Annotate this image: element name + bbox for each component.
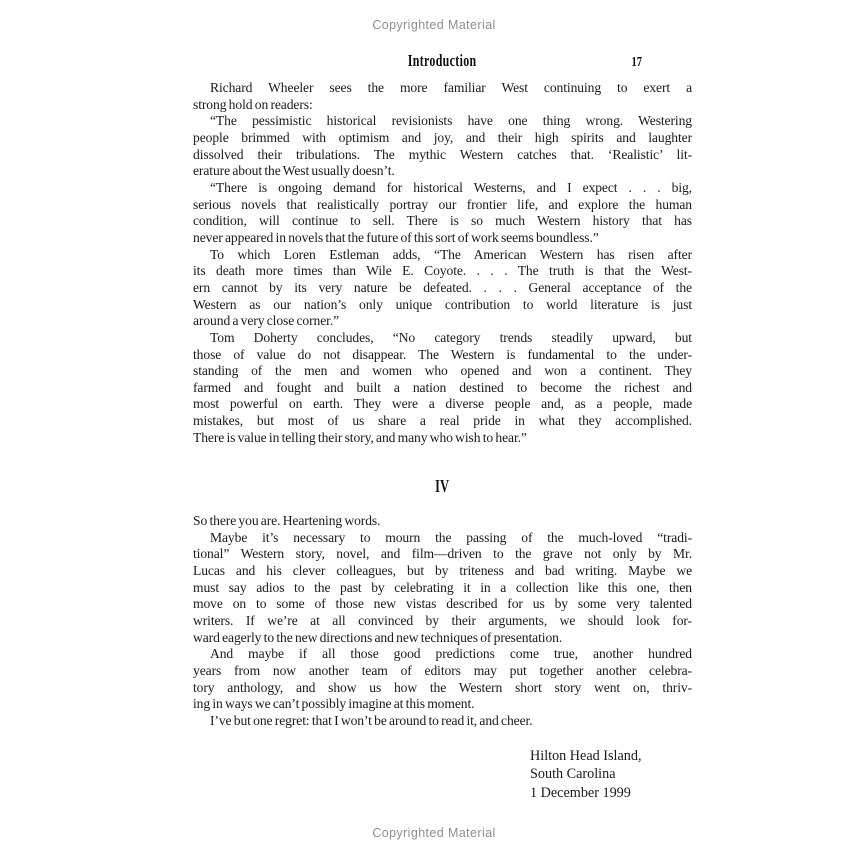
- text-line: must say adios to the past by celebrating it in a collection like this one, then: [193, 579, 692, 595]
- text-line: Lucas and his clever colleagues, but by triteness and bad writing. Maybe we: [193, 562, 692, 578]
- text-line: ern cannot by its very nature be defeated. . . . General acceptance of the: [193, 279, 692, 295]
- paragraph: [193, 513, 692, 530]
- paragraph: [193, 180, 692, 247]
- signature-block: [530, 747, 642, 802]
- text-line: farmed and fought and built a nation destined to become the richest and: [193, 379, 692, 395]
- text-line: Richard Wheeler sees the more familiar West continuing to exert a: [210, 80, 692, 95]
- text-line: So there you are. Heartening words.: [193, 513, 381, 528]
- page-header: [193, 51, 692, 73]
- text-line: writers. If we’re at all convinced by their arguments, we should look for-: [193, 612, 692, 628]
- paragraph: [193, 330, 692, 447]
- text-line: strong hold on readers:: [193, 96, 313, 112]
- text-line: most powerful on earth. They were a diverse people and, as a people, made: [193, 396, 692, 412]
- paragraph: [193, 713, 692, 730]
- text-line: never appeared in novels that the future of this sort of work seems boundless.”: [193, 229, 599, 245]
- text-line: And maybe if all those good predictions come true, another hundred: [210, 646, 692, 662]
- text-line: around a very close corner.”: [193, 313, 340, 329]
- page-number: 17: [630, 54, 642, 69]
- section-heading: [193, 476, 692, 498]
- copyright-notice-bottom: Copyrighted Material: [372, 826, 496, 840]
- text-line: move on to some of those new vistas described for us by some very talented: [193, 596, 692, 612]
- copyright-notice-top: Copyrighted Material: [372, 18, 496, 32]
- section-number: IV: [435, 476, 450, 496]
- paragraph: [193, 80, 692, 113]
- text-line: condition, will continue to sell. There is so much Western history that has: [193, 213, 692, 229]
- text-line: ing in ways we can’t possibly imagine at this moment.: [193, 696, 475, 712]
- signature-line: 1 December 1999: [530, 784, 631, 801]
- text-line: dissolved their tribulations. The mythic Western catches that. ‘Realistic’ lit-: [193, 146, 692, 162]
- paragraph: [193, 113, 692, 180]
- text-line: I’ve but one regret: that I won’t be around to read it, and cheer.: [210, 712, 533, 728]
- text-line: To which Loren Estleman adds, “The American Western has risen after: [210, 246, 692, 262]
- paragraph: [193, 530, 692, 647]
- paragraph: [193, 646, 692, 713]
- text-line: tional” Western story, novel, and film—driven to the grave not only by Mr.: [193, 546, 692, 562]
- signature-line: Hilton Head Island,: [530, 748, 642, 764]
- text-line: tory anthology, and show us how the Western short story went on, thriv-: [193, 679, 692, 695]
- body-text-section-1: [193, 80, 692, 446]
- text-line: those of value do not disappear. The Western is fundamental to the under-: [193, 346, 692, 362]
- text-line: its death more times than Wile E. Coyote. . . . The truth is that the West-: [193, 263, 692, 279]
- text-line: “The pessimistic historical revisionists have one thing wrong. Westering: [210, 113, 692, 129]
- running-head: [193, 51, 692, 71]
- body-text-section-2: [193, 513, 692, 730]
- text-line: people brimmed with optimism and joy, and their high spirits and laughter: [193, 129, 692, 145]
- text-line: Tom Doherty concludes, “No category trends steadily upward, but: [210, 329, 692, 345]
- text-line: erature about the West usually doesn’t.: [193, 163, 395, 179]
- text-line: mistakes, but most of us share a real pride in what they accomplished.: [193, 413, 692, 429]
- text-line: Maybe it’s necessary to mourn the passing of the much-loved “tradi-: [210, 529, 692, 545]
- text-line: “There is ongoing demand for historical Westerns, and I expect . . . big,: [210, 179, 692, 195]
- text-line: serious novels that realistically portray our frontier life, and explore the human: [193, 196, 692, 212]
- chapter-title: Introduction: [408, 51, 477, 70]
- paragraph: [193, 247, 692, 330]
- text-line: There is value in telling their story, and many who wish to hear.”: [193, 429, 527, 445]
- text-line: ward eagerly to the new directions and new techniques of presentation.: [193, 629, 563, 645]
- text-line: Western as our nation’s only unique contribution to world literature is just: [193, 296, 692, 312]
- text-line: standing of the men and women who opened and won a continent. They: [193, 363, 692, 379]
- signature-line: South Carolina: [530, 766, 616, 783]
- text-line: years from now another team of editors may put together another celebra-: [193, 662, 692, 678]
